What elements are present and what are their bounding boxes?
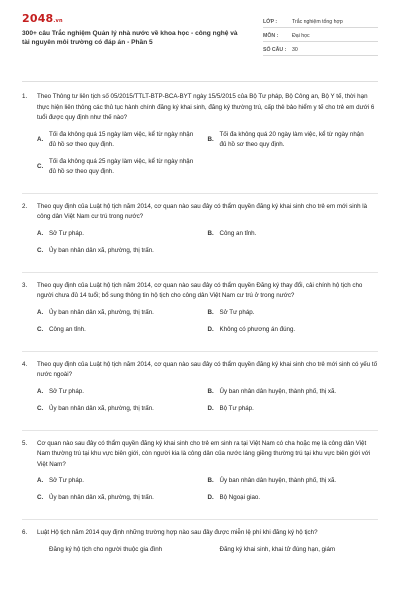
option-letter: A. bbox=[37, 387, 44, 395]
option-letter: A. bbox=[37, 135, 44, 143]
meta-class-label: LỚP : bbox=[263, 19, 278, 25]
brand-tld: .vn bbox=[53, 18, 63, 24]
brand-logo[interactable] bbox=[22, 12, 242, 25]
question-number: 3. bbox=[22, 281, 28, 289]
option-text: Sở Tư pháp. bbox=[219, 308, 255, 316]
option-c[interactable] bbox=[37, 246, 208, 256]
option-d[interactable] bbox=[208, 325, 379, 335]
question-text-row bbox=[22, 439, 378, 471]
option-c[interactable] bbox=[37, 493, 208, 503]
question-number: 2. bbox=[22, 202, 28, 210]
option-letter: D. bbox=[207, 404, 214, 412]
document-meta bbox=[263, 14, 378, 56]
question-text: Theo quy định của Luật hộ tịch năm 2014, cơ quan nào sau đây có thẩm quyền đăng ký khai sinh cho trẻ em mới sinh là công dân Việt Nam cư trú trong nước? bbox=[37, 202, 368, 220]
option-text: Ủy ban nhân dân huyện, thành phố, thị xã. bbox=[219, 387, 337, 395]
question-text-row bbox=[22, 360, 378, 381]
option-c[interactable] bbox=[37, 404, 208, 414]
option-text: Bộ Ngoại giao. bbox=[219, 494, 261, 501]
option-c[interactable] bbox=[37, 325, 208, 335]
question-5 bbox=[22, 439, 378, 521]
option-text: Bộ Tư pháp. bbox=[219, 404, 254, 412]
option-text: Không có phương án đúng. bbox=[219, 325, 296, 333]
meta-subject-value: Đại học bbox=[292, 33, 310, 39]
option-c[interactable] bbox=[37, 157, 208, 177]
option-letter: B. bbox=[207, 387, 214, 395]
option-text: Sở Tư pháp. bbox=[49, 477, 84, 484]
option-text: Công an tỉnh. bbox=[49, 325, 86, 333]
question-text-row bbox=[22, 202, 378, 223]
option-letter: B. bbox=[207, 477, 214, 484]
option-text: Công an tỉnh. bbox=[219, 229, 257, 237]
option-letter: C. bbox=[37, 494, 44, 501]
option-text: Ủy ban nhân dân xã, phường, thị trấn. bbox=[49, 308, 154, 316]
option-a[interactable] bbox=[37, 387, 208, 397]
option-letter: D. bbox=[207, 325, 214, 333]
options bbox=[22, 545, 378, 562]
options bbox=[22, 308, 378, 342]
option-a[interactable] bbox=[37, 545, 208, 555]
document-title: 300+ câu Trắc nghiệm Quản lý nhà nước về khoa học - công nghệ và tài nguyên môi trường có đáp án - Phần 5 bbox=[22, 30, 238, 46]
question-text-row bbox=[22, 92, 378, 124]
question-2 bbox=[22, 202, 378, 273]
option-letter: A. bbox=[37, 229, 44, 237]
option-a[interactable] bbox=[37, 229, 208, 239]
question-text: Theo quy định của Luật hộ tịch năm 2014, cơ quan nào sau đây có thẩm quyền đăng ký khai sinh cho trẻ mới sinh có yếu tố nước ngoài? bbox=[37, 360, 378, 378]
option-letter: C. bbox=[37, 162, 44, 170]
document-header bbox=[22, 12, 378, 74]
header-divider bbox=[22, 81, 378, 82]
question-1 bbox=[22, 92, 378, 194]
option-letter: B. bbox=[207, 308, 214, 316]
options bbox=[22, 476, 378, 510]
meta-subject-row bbox=[263, 28, 378, 42]
option-b[interactable] bbox=[208, 308, 379, 318]
options bbox=[22, 387, 378, 421]
option-letter: B. bbox=[207, 229, 214, 237]
question-list bbox=[22, 92, 378, 571]
option-text: Đăng ký hộ tịch cho người thuộc gia đình bbox=[49, 545, 163, 553]
option-text: Tối đa không quá 20 ngày làm việc, kể từ ngày nhận đủ hồ sơ theo quy định. bbox=[219, 130, 364, 148]
option-letter: B. bbox=[207, 135, 214, 143]
question-3 bbox=[22, 281, 378, 352]
brand-name: 2048 bbox=[22, 12, 54, 25]
option-letter: C. bbox=[37, 325, 44, 333]
option-b[interactable] bbox=[208, 130, 379, 150]
option-b[interactable] bbox=[208, 387, 379, 397]
option-letter: C. bbox=[37, 246, 44, 254]
option-d[interactable] bbox=[208, 404, 379, 414]
option-b[interactable] bbox=[208, 476, 379, 486]
option-text: Tối đa không quá 25 ngày làm việc, kể từ ngày nhận đủ hồ sơ theo quy định. bbox=[49, 157, 194, 175]
header-left bbox=[22, 12, 242, 47]
option-letter: D. bbox=[207, 494, 214, 501]
option-letter: A. bbox=[37, 308, 44, 316]
question-text-row bbox=[22, 528, 378, 539]
options bbox=[22, 229, 378, 263]
question-text: Theo Thông tư liên tịch số 05/2015/TTLT-BTP-BCA-BYT ngày 15/5/2015 của Bộ Tư pháp, Bộ Công an, Bộ Y tế, thời hạn thực hiện liên thông các thủ tục hành chính đăng ký khai sinh, đăng ký thường trú, cấp thẻ bảo hiểm y tế cho trẻ em dưới 6 tuổi được quy định như thế nào? bbox=[37, 93, 375, 121]
question-4 bbox=[22, 360, 378, 431]
question-6 bbox=[22, 528, 378, 571]
meta-subject-label: MÔN : bbox=[263, 33, 279, 39]
option-text: Ủy ban nhân dân xã, phường, thị trấn. bbox=[49, 404, 154, 412]
option-d[interactable] bbox=[208, 493, 379, 503]
option-letter: C. bbox=[37, 404, 44, 412]
meta-count-row bbox=[263, 42, 378, 56]
question-number: 6. bbox=[22, 529, 28, 536]
question-text: Luật Hộ tịch năm 2014 quy định những trường hợp nào sau đây được miễn lệ phí khi đăng ký hộ tịch? bbox=[37, 529, 318, 536]
question-text-row bbox=[22, 281, 378, 302]
question-text: Cơ quan nào sau đây có thẩm quyền đăng ký khai sinh cho trẻ em sinh ra tại Việt Nam có cha hoặc mẹ là công dân Việt Nam thường trú tại khu vực biên giới, còn người kia là công dân của nước láng giềng thường trú tại khu vực biên giới với Việt Nam? bbox=[37, 439, 371, 468]
meta-count-value: 30 bbox=[292, 47, 298, 53]
question-number: 5. bbox=[22, 439, 28, 447]
question-number: 1. bbox=[22, 93, 28, 100]
question-text: Theo quy định của Luật hộ tịch năm 2014, cơ quan nào sau đây có thẩm quyền Đăng ký thay đổi, cải chính hộ tịch cho người chưa đủ 14 tuổi; bổ sung thông tin hộ tịch cho công dân Việt Nam cư trú ở trong nước? bbox=[37, 281, 363, 299]
option-b[interactable] bbox=[208, 545, 379, 555]
meta-class-row bbox=[263, 14, 378, 28]
option-text: Sở Tư pháp. bbox=[49, 229, 84, 237]
question-number: 4. bbox=[22, 360, 28, 368]
option-a[interactable] bbox=[37, 130, 208, 150]
option-text: Tối đa không quá 15 ngày làm việc, kể từ ngày nhận đủ hồ sơ theo quy định. bbox=[49, 130, 194, 148]
meta-class-value: Trắc nghiệm tổng hợp bbox=[292, 19, 343, 25]
option-text: Ủy ban nhân dân xã, phường, thị trấn. bbox=[49, 246, 154, 254]
option-a[interactable] bbox=[37, 308, 208, 318]
option-text: Ủy ban nhân dân huyện, thành phố, thị xã. bbox=[219, 477, 337, 484]
option-text: Ủy ban nhân dân xã, phường, thị trấn. bbox=[49, 494, 154, 501]
option-b[interactable] bbox=[208, 229, 379, 239]
option-text: Sở Tư pháp. bbox=[49, 387, 84, 395]
option-a[interactable] bbox=[37, 476, 208, 486]
option-text: Đăng ký khai sinh, khai tử đúng hạn, giám bbox=[219, 545, 336, 553]
option-letter: A. bbox=[37, 477, 44, 484]
meta-count-label: SỐ CÂU : bbox=[263, 47, 287, 53]
options bbox=[22, 130, 378, 184]
